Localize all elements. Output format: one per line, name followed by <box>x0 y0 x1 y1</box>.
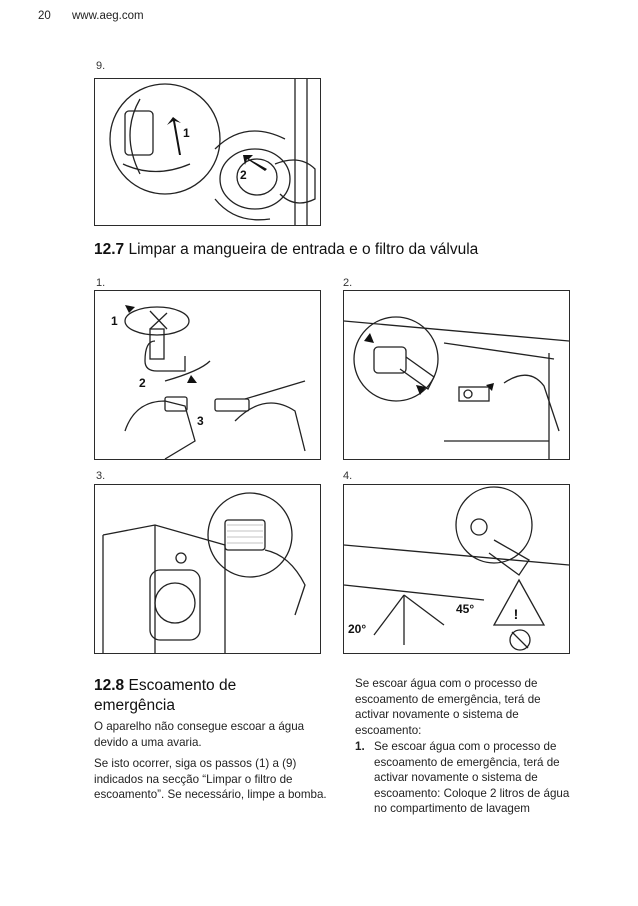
section-number: 12.7 <box>94 241 125 258</box>
paragraph-intro: Se escoar água com o processo de escoamento de emergência, terá de activar novamente o sistema de escoamento: <box>355 677 541 737</box>
figure-clean-filter-machine <box>94 484 321 654</box>
hose-angle-illustration <box>344 485 569 653</box>
figure-filter-removal <box>94 78 321 226</box>
section-title-text: Limpar a mangueira de entrada e o filtro da válvula <box>128 241 479 258</box>
section-number: 12.8 <box>94 677 125 694</box>
angle-20-label: 20° <box>348 622 367 636</box>
step-label: 2. <box>343 277 353 289</box>
list-number: 1. <box>355 740 365 753</box>
callout-1: 1 <box>183 126 190 140</box>
washing-machine-brush-illustration <box>95 485 320 653</box>
callout-3: 3 <box>197 414 204 428</box>
section-title-line2: emergência <box>94 697 175 714</box>
warning-icon: ! <box>513 606 519 622</box>
section-title-12-7 <box>94 240 614 260</box>
section-title-12-8 <box>94 676 324 716</box>
figure-valve-filter <box>343 290 570 460</box>
step-label: 1. <box>96 277 106 289</box>
paragraph-fault: O aparelho não consegue escoar a água devido a uma avaria. <box>94 720 305 749</box>
paragraph-steps: Se isto ocorrer, siga os passos (1) a (9) indicados na secção “Limpar o filtro de escoamento”. Se necessário, limpe a bomba. <box>94 757 327 802</box>
callout-1: 1 <box>111 314 118 328</box>
step-label: 4. <box>343 470 353 482</box>
angle-45-label: 45° <box>456 602 475 616</box>
website-url: www.aeg.com <box>72 10 144 22</box>
list-item <box>355 739 580 817</box>
filter-removal-illustration <box>95 79 320 225</box>
tap-and-brush-illustration <box>95 291 320 459</box>
figure-inlet-hose-tap <box>94 290 321 460</box>
step-label: 3. <box>96 470 106 482</box>
valve-filter-illustration <box>344 291 569 459</box>
step-label: 9. <box>96 60 106 72</box>
page-number: 20 <box>38 10 51 22</box>
list-text: Se escoar água com o processo de escoamento de emergência, terá de activar novamente o sistema de escoamento: Coloque 2 litros de água no compartimento de lavagem <box>374 740 570 816</box>
callout-2: 2 <box>139 376 146 390</box>
figure-hose-angle <box>343 484 570 654</box>
callout-2: 2 <box>240 168 247 182</box>
section-title-line1: Escoamento de <box>128 677 237 694</box>
